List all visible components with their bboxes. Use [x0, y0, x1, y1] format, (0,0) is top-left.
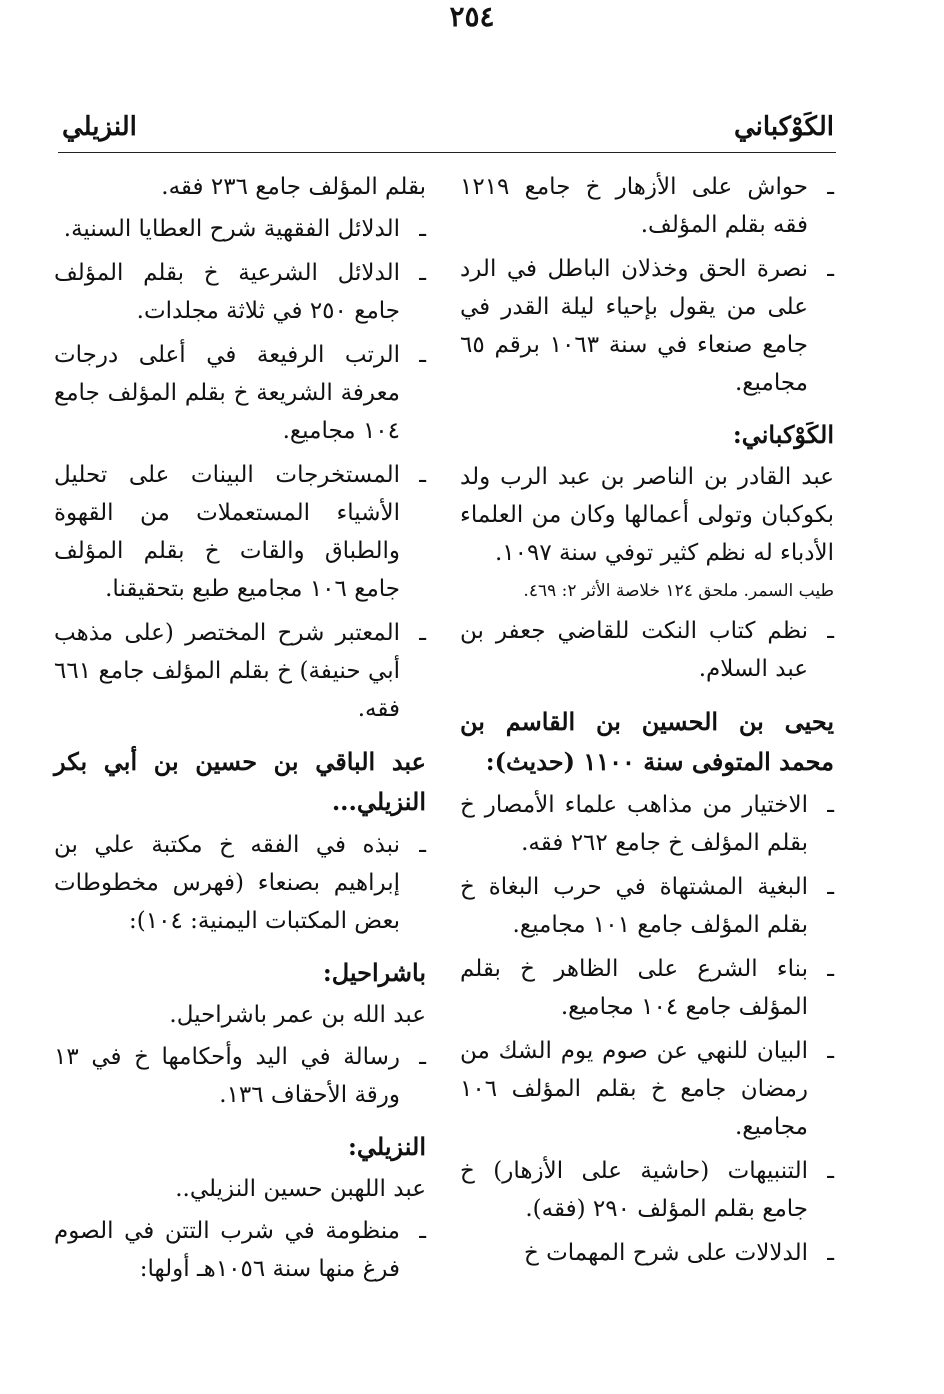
biography-text: عبد اللهبن حسين النزيلي..	[175, 1176, 426, 1202]
section-heading-kawkabani: الكَوْكباني:	[732, 420, 834, 449]
biography-text: عبد القادر بن الناصر بن عبد الرب ولد بكوكبان وتولى أعمالها وكان من العلماء الأدباء له نظم كثير توفي سنة ١٠٩٧.	[460, 464, 834, 566]
section-heading-abdulbaqi: عبد الباقي بن حسين بن أبي بكر النزيلي...	[54, 747, 426, 816]
section-heading-basharahil: باشراحيل:	[322, 958, 426, 987]
section-heading-yahya: يحيى بن الحسين بن القاسم بن محمد المتوفى سنة ١١٠٠ (حديث):	[460, 707, 834, 776]
section-heading-nazili: النزيلي:	[348, 1132, 426, 1161]
list-item: ـ الدلالات على شرح المهمات خ	[523, 1240, 834, 1266]
list-item: ـ حواش على الأزهار خ جامع ١٢١٩ فقه بقلم المؤلف.	[460, 174, 834, 238]
running-header-right: الكَوْكباني	[734, 112, 834, 142]
list-item: ـ البغية المشتهاة في حرب البغاة خ بقلم المؤلف جامع ١٠١ مجاميع.	[460, 874, 834, 938]
list-item: ـ رسالة في اليد وأحكامها خ في ١٣ ورقة الأحقاف ١٣٦.	[54, 1044, 426, 1108]
list-item: ـ التنبيهات (حاشية على الأزهار) خ جامع بقلم المؤلف ٢٩٠ (فقه).	[460, 1158, 834, 1222]
running-header-left: النزيلي	[62, 112, 137, 142]
reference-note: طيب السمر. ملحق ١٢٤ خلاصة الأثر ٢: ٤٦٩.	[523, 581, 834, 601]
biography-text: عبد الله بن عمر باشراحيل.	[169, 1002, 426, 1028]
right-column	[460, 168, 834, 1278]
header-rule	[58, 152, 836, 153]
list-item: ـ الدلائل الفقهية شرح العطايا السنية.	[63, 216, 426, 242]
list-item: ـ بناء الشرع على الظاهر خ بقلم المؤلف جامع ١٠٤ مجاميع.	[460, 956, 834, 1020]
list-item: ـ نصرة الحق وخذلان الباطل في الرد على من يقول بإحياء ليلة القدر في جامع صنعاء في سنة ١٠٦٣ برقم ٦٥ مجاميع.	[460, 256, 834, 396]
list-item: ـ نبذه في الفقه خ مكتبة علي بن إبراهيم بصنعاء (فهرس مخطوطات بعض المكتبات اليمنية: ١٠٤):	[54, 832, 426, 934]
list-item: ـ نظم كتاب النكت للقاضي جعفر بن عبد السلام.	[460, 618, 834, 682]
page-number: ٢٥٤	[449, 0, 495, 33]
left-column	[54, 168, 426, 1294]
list-item: ـ منظومة في شرب التتن في الصوم فرغ منها سنة ١٠٥٦هـ أولها:	[54, 1218, 426, 1282]
list-item: ـ الدلائل الشرعية خ بقلم المؤلف جامع ٢٥٠ في ثلاثة مجلدات.	[54, 260, 426, 324]
list-item: ـ الاختيار من مذاهب علماء الأمصار خ بقلم المؤلف خ جامع ٢٦٢ فقه.	[460, 792, 834, 856]
list-item: ـ المستخرجات البينات على تحليل الأشياء المستعملات من القهوة والطباق والقات خ بقلم المؤلف جامع ١٠٦ مجاميع طبع بتحقيقنا.	[54, 462, 426, 602]
continuation-text: بقلم المؤلف جامع ٢٣٦ فقه.	[161, 174, 426, 200]
list-item: ـ المعتبر شرح المختصر (على مذهب أبي حنيفة) خ بقلم المؤلف جامع ٦٦١ فقه.	[54, 620, 426, 722]
list-item: ـ البيان للنهي عن صوم يوم الشك من رمضان جامع خ بقلم المؤلف ١٠٦ مجاميع.	[460, 1038, 834, 1140]
list-item: ـ الرتب الرفيعة في أعلى درجات معرفة الشريعة خ بقلم المؤلف جامع ١٠٤ مجاميع.	[54, 342, 426, 444]
